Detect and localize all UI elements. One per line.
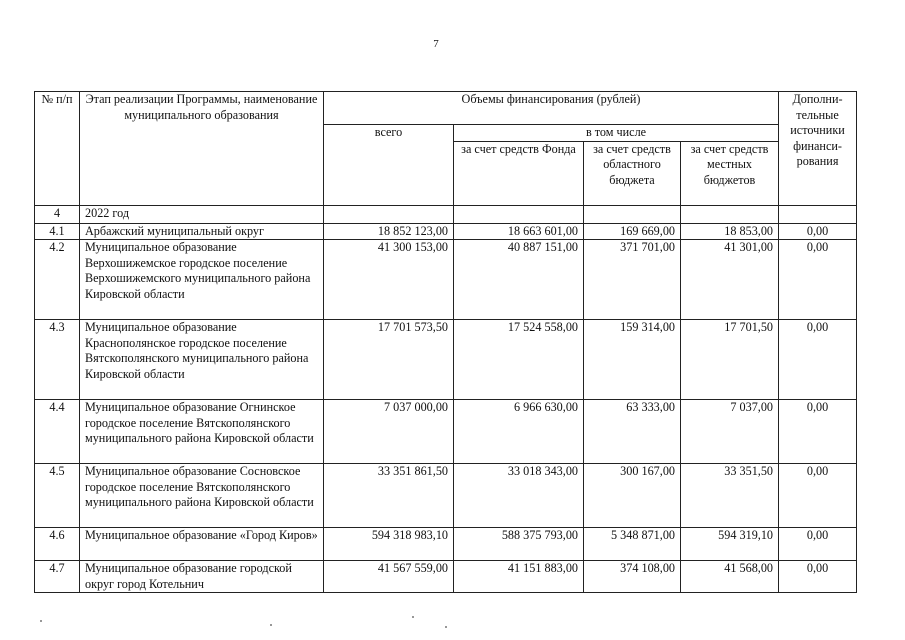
- scan-speck: [40, 620, 42, 622]
- row-num: 4.3: [35, 320, 80, 400]
- row-local: 7 037,00: [681, 400, 779, 464]
- header-volumes: Объемы финансирования (рублей): [324, 92, 779, 125]
- row-extra: 0,00: [779, 320, 857, 400]
- row-total: 7 037 000,00: [324, 400, 454, 464]
- row-total: 33 351 861,50: [324, 464, 454, 528]
- row-total: 18 852 123,00: [324, 223, 454, 240]
- table-row: [35, 320, 857, 400]
- row-extra: 0,00: [779, 223, 857, 240]
- row-regional: 169 669,00: [584, 223, 681, 240]
- header-fund: за счет средств Фонда: [454, 141, 584, 205]
- row-regional: 63 333,00: [584, 400, 681, 464]
- row-regional: 371 701,00: [584, 240, 681, 320]
- header-extra: Дополни-тельные источники финанси-рования: [779, 92, 857, 206]
- header-regional: за счет средств областного бюджета: [584, 141, 681, 205]
- year-row-label: 2022 год: [80, 205, 324, 223]
- scan-speck: [445, 626, 447, 628]
- row-local: 41 568,00: [681, 561, 779, 593]
- table-row: [35, 240, 857, 320]
- header-local: за счет средств местных бюджетов: [681, 141, 779, 205]
- row-regional: 374 108,00: [584, 561, 681, 593]
- row-regional: 300 167,00: [584, 464, 681, 528]
- row-name: Муниципальное образование Сосновское городское поселение Вятскополянского муниципального района Кировской области: [80, 464, 324, 528]
- page-number: 7: [433, 38, 439, 50]
- header-stage: Этап реализации Программы, наименование муниципального образования: [80, 92, 324, 206]
- header-including: в том числе: [454, 125, 779, 142]
- row-total: 594 318 983,10: [324, 528, 454, 561]
- row-name: Муниципальное образование Краснополянское городское поселение Вятскополянского муниципального района Кировской области: [80, 320, 324, 400]
- row-num: 4.5: [35, 464, 80, 528]
- table-row: [35, 561, 857, 593]
- row-fund: 6 966 630,00: [454, 400, 584, 464]
- row-num: 4.2: [35, 240, 80, 320]
- row-fund: 40 887 151,00: [454, 240, 584, 320]
- header-total: всего: [324, 125, 454, 206]
- year-row-num: 4: [35, 205, 80, 223]
- row-local: 41 301,00: [681, 240, 779, 320]
- table-row: [35, 400, 857, 464]
- row-num: 4.1: [35, 223, 80, 240]
- row-extra: 0,00: [779, 561, 857, 593]
- row-local: 18 853,00: [681, 223, 779, 240]
- row-local: 33 351,50: [681, 464, 779, 528]
- table-row: [35, 464, 857, 528]
- row-extra: 0,00: [779, 240, 857, 320]
- scan-speck: [270, 624, 272, 626]
- row-extra: 0,00: [779, 400, 857, 464]
- row-num: 4.7: [35, 561, 80, 593]
- row-name: Арбажский муниципальный округ: [80, 223, 324, 240]
- row-local: 17 701,50: [681, 320, 779, 400]
- row-fund: 41 151 883,00: [454, 561, 584, 593]
- row-regional: 159 314,00: [584, 320, 681, 400]
- row-num: 4.4: [35, 400, 80, 464]
- table-row: [35, 528, 857, 561]
- row-num: 4.6: [35, 528, 80, 561]
- year-row: [35, 205, 857, 223]
- row-name: Муниципальное образование Верхошижемское городское поселение Верхошижемского муниципального района Кировской области: [80, 240, 324, 320]
- row-fund: 33 018 343,00: [454, 464, 584, 528]
- scan-speck: [412, 616, 414, 618]
- row-fund: 17 524 558,00: [454, 320, 584, 400]
- row-total: 41 567 559,00: [324, 561, 454, 593]
- row-name: Муниципальное образование Огнинское городское поселение Вятскополянского муниципального района Кировской области: [80, 400, 324, 464]
- row-regional: 5 348 871,00: [584, 528, 681, 561]
- row-extra: 0,00: [779, 528, 857, 561]
- financing-table: [34, 91, 857, 593]
- row-fund: 18 663 601,00: [454, 223, 584, 240]
- row-total: 17 701 573,50: [324, 320, 454, 400]
- row-local: 594 319,10: [681, 528, 779, 561]
- row-fund: 588 375 793,00: [454, 528, 584, 561]
- row-name: Муниципальное образование городской округ город Котельнич: [80, 561, 324, 593]
- table-row: [35, 223, 857, 240]
- header-num: № п/п: [35, 92, 80, 206]
- row-total: 41 300 153,00: [324, 240, 454, 320]
- row-name: Муниципальное образование «Город Киров»: [80, 528, 324, 561]
- row-extra: 0,00: [779, 464, 857, 528]
